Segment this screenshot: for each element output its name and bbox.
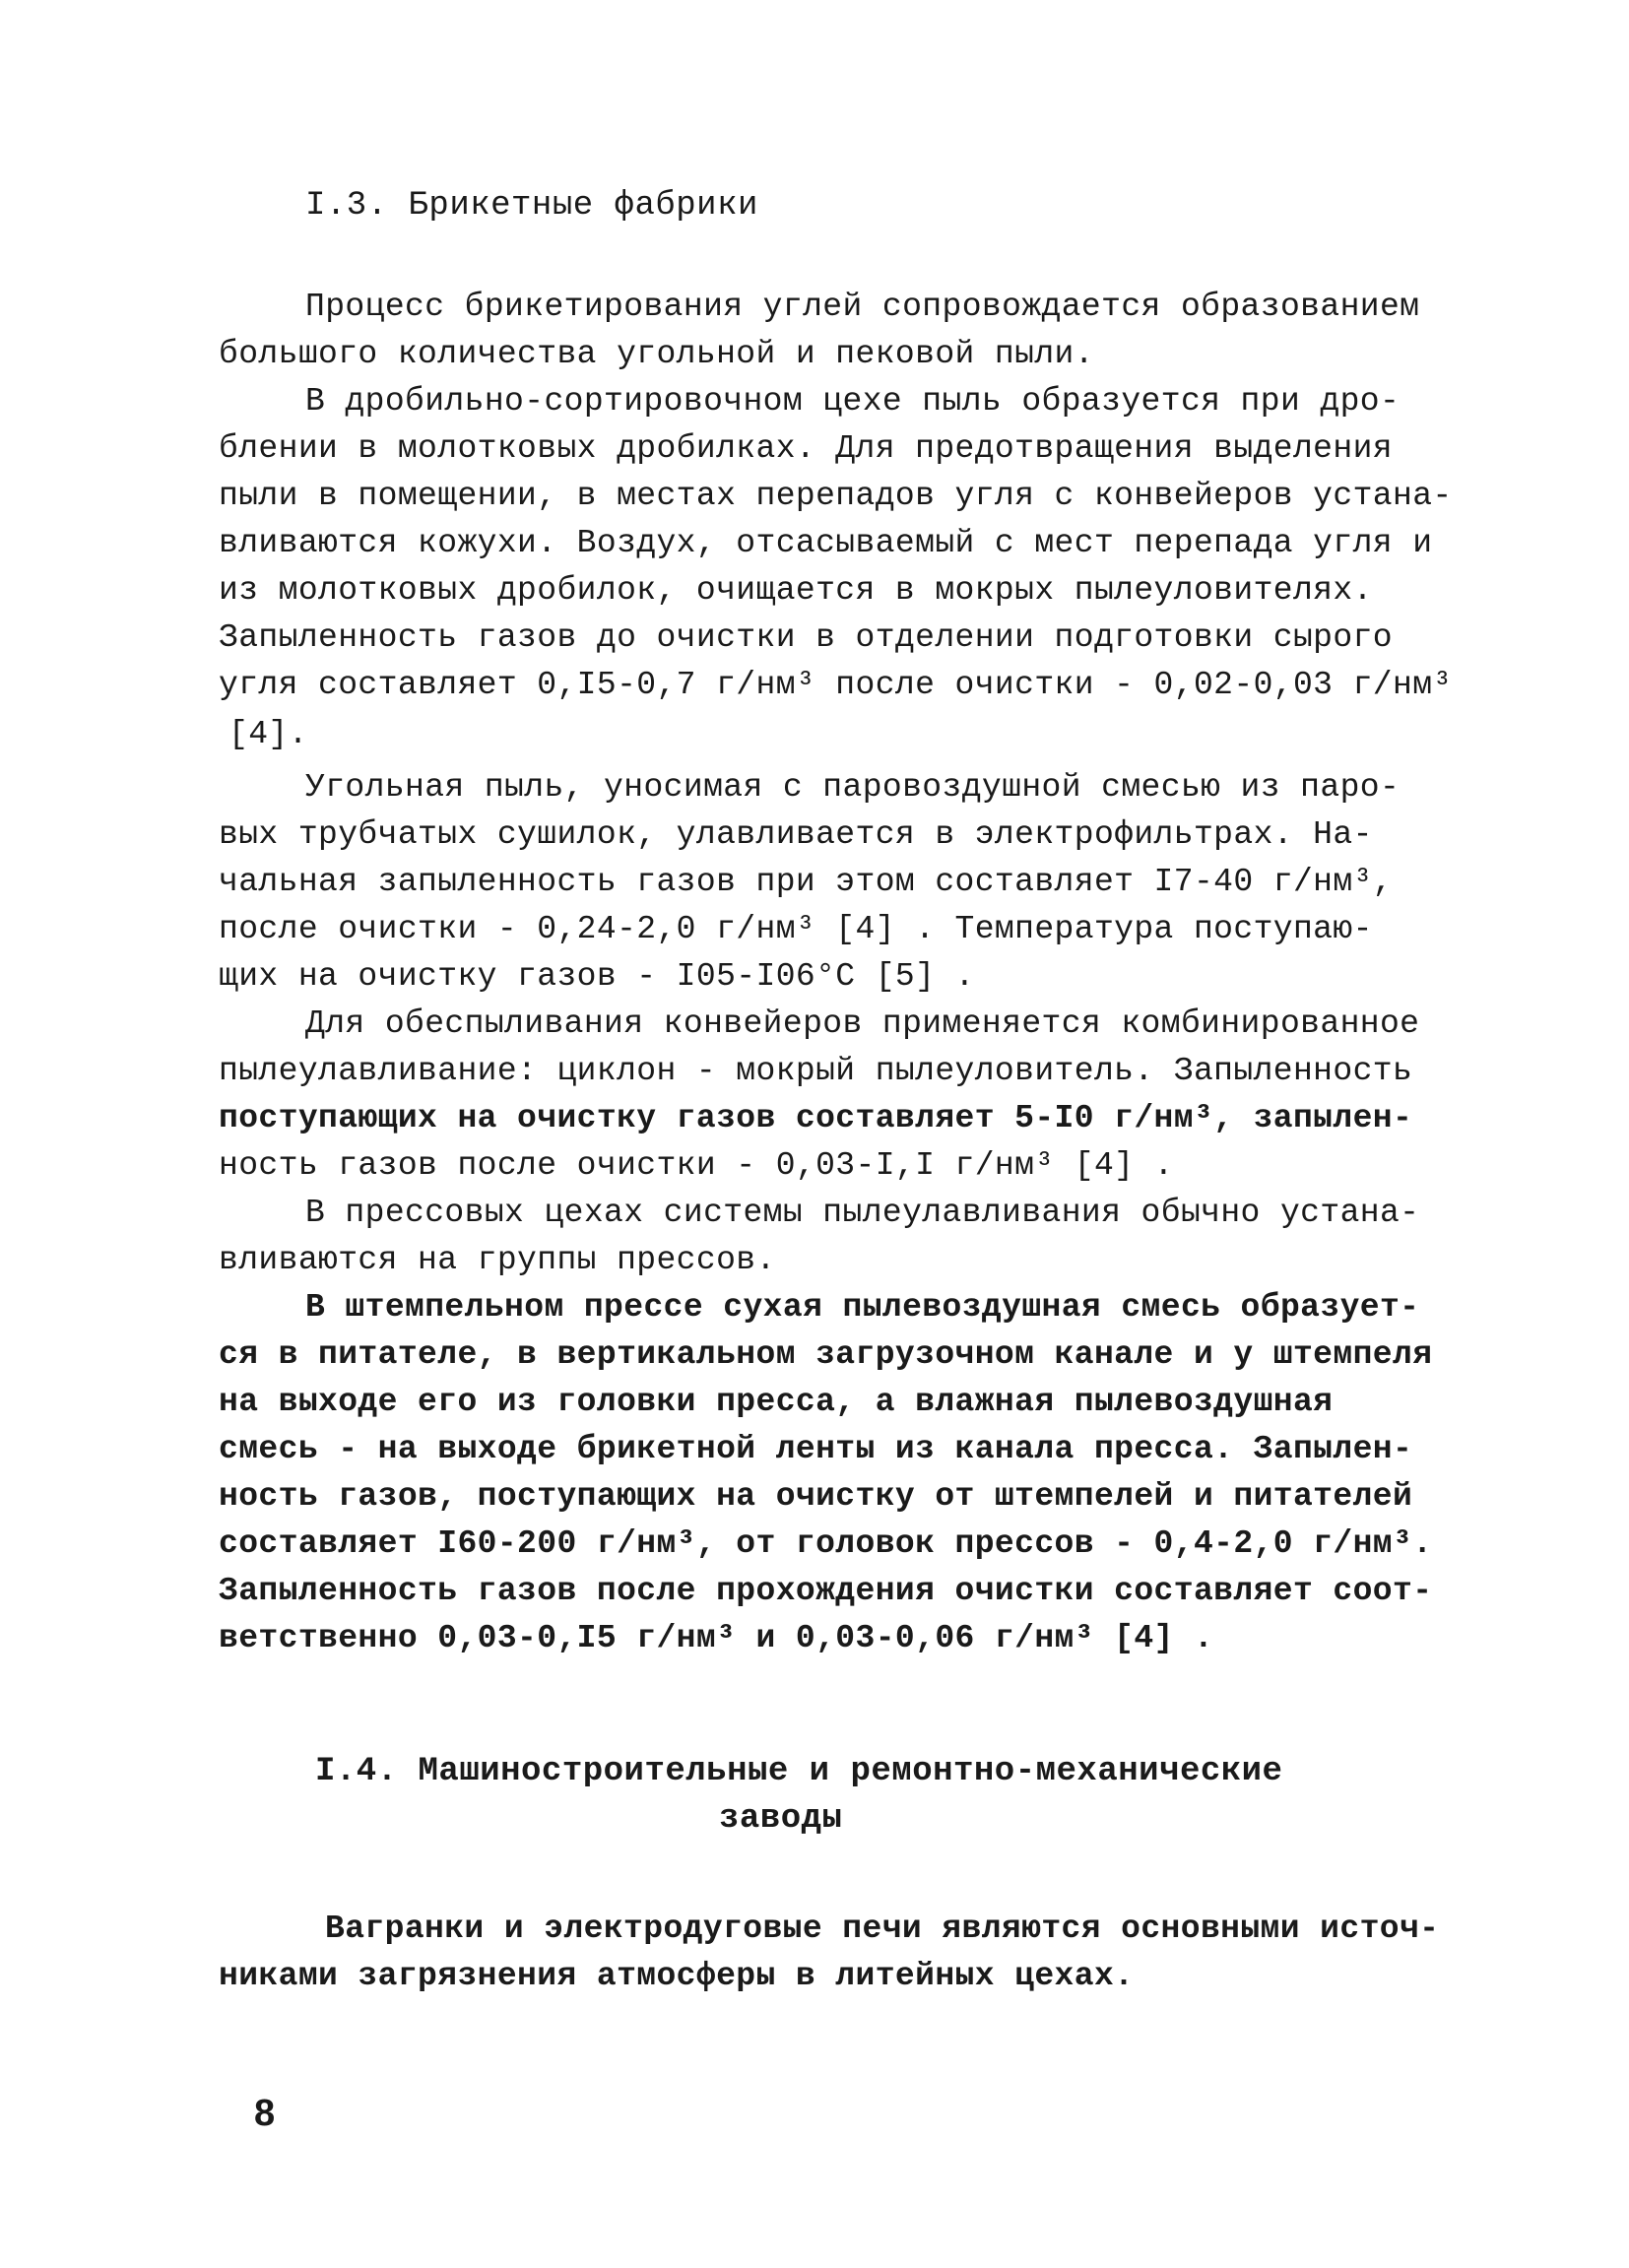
text-line: В прессовых цехах системы пылеулавливания обычно устана- [305, 1195, 1420, 1231]
text-line: вых трубчатых сушилок, улавливается в электрофильтрах. На- [219, 816, 1373, 853]
text-line: после очистки - 0,24-2,0 г/нм³ [4] . Температура поступаю- [219, 911, 1373, 947]
text-line: чальная запыленность газов при этом составляет I7-40 г/нм³, [219, 864, 1393, 900]
section-heading-1-3: I.3. Брикетные фабрики [305, 187, 758, 225]
section-heading-1-4: I.4. Машиностроительные и ремонтно-механические [315, 1753, 1283, 1790]
text-line-reference: [4]. [228, 716, 308, 752]
text-line: большого количества угольной и пековой пыли. [219, 336, 1094, 372]
text-line: Запыленность газов после прохождения очистки составляет соот- [219, 1573, 1433, 1609]
text-line: ветственно 0,03-0,I5 г/нм³ и 0,03-0,06 г/нм³ [4] . [219, 1620, 1214, 1656]
text-line: смесь - на выходе брикетной ленты из канала пресса. Запылен- [219, 1431, 1413, 1467]
text-line: ся в питателе, в вертикальном загрузочном канале и у штемпеля [219, 1336, 1433, 1373]
text-line: ность газов, поступающих на очистку от штемпелей и питателей [219, 1478, 1413, 1515]
text-line: Запыленность газов до очистки в отделении подготовки сырого [219, 619, 1393, 656]
text-line: вливаются на группы прессов. [219, 1242, 776, 1278]
text-line: В штемпельном прессе сухая пылевоздушная смесь образует- [305, 1289, 1420, 1326]
text-line: из молотковых дробилок, очищается в мокрых пылеуловителях. [219, 572, 1373, 609]
text-line: вливаются кожухи. Воздух, отсасываемый с мест перепада угля и [219, 525, 1433, 561]
text-line: поступающих на очистку газов составляет 5-I0 г/нм³, запылен- [219, 1100, 1413, 1136]
text-line: блении в молотковых дробилках. Для предотвращения выделения [219, 430, 1393, 467]
text-line: угля составляет 0,I5-0,7 г/нм³ после очистки - 0,02-0,03 г/нм³ [219, 667, 1453, 703]
text-line: Процесс брикетирования углей сопровождается образованием [305, 289, 1420, 325]
text-line: Для обеспыливания конвейеров применяется комбинированное [305, 1005, 1420, 1042]
text-line: никами загрязнения атмосферы в литейных цехах. [219, 1958, 1135, 1994]
text-line: Угольная пыль, уносимая с паровоздушной смесью из паро- [305, 769, 1401, 806]
text-line: Вагранки и электродуговые печи являются основными источ- [325, 1911, 1440, 1947]
text-line: составляет I60-200 г/нм³, от головок прессов - 0,4-2,0 г/нм³. [219, 1525, 1433, 1562]
text-line: В дробильно-сортировочном цехе пыль образуется при дро- [305, 383, 1401, 420]
text-line: ность газов после очистки - 0,03-I,I г/нм³ [4] . [219, 1147, 1174, 1184]
text-line: пыли в помещении, в местах перепадов угля с конвейеров устана- [219, 478, 1453, 514]
section-heading-1-4-continued: заводы [719, 1800, 843, 1838]
text-line: на выходе его из головки пресса, а влажная пылевоздушная [219, 1384, 1334, 1420]
page-number: 8 [254, 2093, 276, 2134]
text-line: пылеулавливание: циклон - мокрый пылеуловитель. Запыленность [219, 1053, 1413, 1089]
text-line: щих на очистку газов - I05-I06°C [5] . [219, 958, 975, 995]
